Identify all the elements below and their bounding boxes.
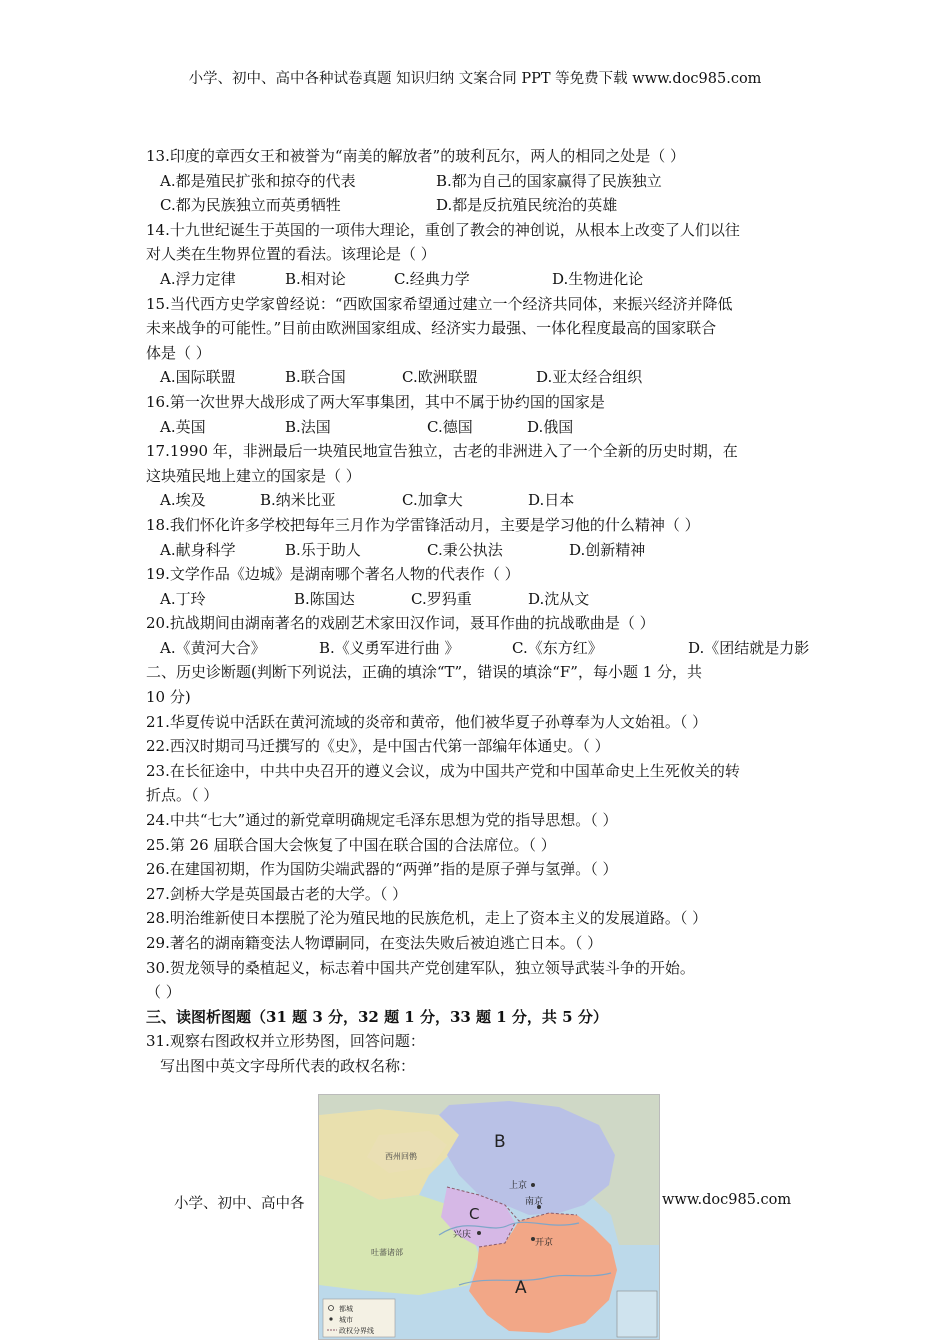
option-20d: D.《团结就是力影 xyxy=(688,638,810,657)
map-legend xyxy=(323,1299,395,1337)
section-2-title-line1: 二、历史诊断题(判断下列说法，正确的填涂“T”，错误的填涂“F”，每小题 1 分，共 xyxy=(146,663,703,682)
page-header: 小学、初中、高中各种试卷真题 知识归纳 文案合同 PPT 等免费下载 www.doc985.com xyxy=(188,71,762,87)
option-19a: A.丁玲 xyxy=(160,589,206,608)
city-dot-shangjing xyxy=(531,1183,535,1187)
map-region-xizhou: 西州回鹘 xyxy=(385,1152,417,1161)
map-city-shangjing: 上京 xyxy=(509,1181,528,1191)
legend-city: 城市 xyxy=(339,1316,353,1324)
question-17-options xyxy=(146,488,808,513)
question-24: 24.中共“七大”通过的新党章明确规定毛泽东思想为党的指导思想。（ ） xyxy=(146,811,618,830)
question-13-options-row1 xyxy=(146,169,808,194)
question-19-stem: 19.文学作品《边城》是湖南哪个著名人物的代表作（ ） xyxy=(146,565,520,584)
question-27: 27.剑桥大学是英国最古老的大学。（ ） xyxy=(146,884,408,903)
question-13-options-row2 xyxy=(146,193,808,218)
question-30-line1: 30.贺龙领导的桑植起义，标志着中国共产党创建军队，独立领导武装斗争的开始。 xyxy=(146,958,695,977)
option-20a: A.《黄河大合》 xyxy=(160,638,266,657)
question-18-options xyxy=(146,538,808,563)
option-13d: D.都是反抗殖民统治的英雄 xyxy=(436,196,618,215)
option-17c: C.加拿大 xyxy=(402,491,463,510)
option-18b: B.乐于助人 xyxy=(285,540,361,559)
option-14a: A.浮力定律 xyxy=(160,269,236,288)
question-20-options xyxy=(146,636,808,661)
option-15a: A.国际联盟 xyxy=(160,368,236,387)
city-dot-xingqing xyxy=(477,1231,481,1235)
question-22: 22.西汉时期司马迁撰写的《史》，是中国古代第一部编年体通史。（ ） xyxy=(146,737,610,756)
option-13a: A.都是殖民扩张和掠夺的代表 xyxy=(160,171,356,190)
question-21: 21.华夏传说中活跃在黄河流域的炎帝和黄帝，他们被华夏子孙尊奉为人文始祖。（ ） xyxy=(146,712,708,731)
legend-capital: 都城 xyxy=(339,1305,353,1313)
footer-right-text: www.doc985.com xyxy=(662,1192,792,1208)
exam-content xyxy=(146,144,808,1079)
option-18c: C.秉公执法 xyxy=(427,540,503,559)
option-13c: C.都为民族独立而英勇牺牲 xyxy=(160,196,341,215)
question-28: 28.明治维新使日本摆脱了沦为殖民地的民族危机，走上了资本主义的发展道路。（ ） xyxy=(146,909,708,928)
option-16b: B.法国 xyxy=(285,417,331,436)
question-14-options xyxy=(146,267,808,292)
question-16-stem: 16.第一次世界大战形成了两大军事集团，其中不属于协约国的国家是 xyxy=(146,392,605,411)
question-15-options xyxy=(146,365,808,390)
option-19d: D.沈从文 xyxy=(528,589,590,608)
legend-city-icon xyxy=(329,1317,332,1320)
question-15-stem-line3: 体是（ ） xyxy=(146,343,211,362)
option-15c: C.欧洲联盟 xyxy=(402,368,478,387)
question-14-stem-line1: 14.十九世纪诞生于英国的一项伟大理论，重创了教会的神创说，从根本上改变了人们以往 xyxy=(146,220,740,239)
option-16d: D.俄国 xyxy=(527,417,574,436)
question-18-stem: 18.我们怀化许多学校把每年三月作为学雷锋活动月，主要是学习他的什么精神（ ） xyxy=(146,515,700,534)
question-15-stem-line1: 15.当代西方史学家曾经说：“西欧国家希望通过建立一个经济共同体，来振兴经济并降低 xyxy=(146,294,733,313)
map-label-b: B xyxy=(494,1132,506,1152)
question-29: 29.著名的湖南籍变法人物谭嗣同，在变法失败后被迫逃亡日本。（ ） xyxy=(146,934,603,952)
option-20b: B.《义勇军进行曲 》 xyxy=(319,638,460,657)
option-16a: A.英国 xyxy=(160,417,206,436)
option-17b: B.纳米比亚 xyxy=(260,491,336,510)
option-14b: B.相对论 xyxy=(285,269,346,288)
option-15b: B.联合国 xyxy=(285,368,346,387)
question-31-stem: 31.观察右图政权并立形势图，回答问题： xyxy=(146,1032,425,1051)
question-30-line2: （ ） xyxy=(146,983,181,1002)
option-19c: C.罗犸重 xyxy=(411,589,472,608)
question-31-sub: 写出图中英文字母所代表的政权名称： xyxy=(160,1056,416,1075)
map-label-c: C xyxy=(469,1205,480,1223)
legend-border: 政权分界线 xyxy=(339,1327,374,1335)
option-15d: D.亚太经合组织 xyxy=(536,368,643,387)
question-19-options xyxy=(146,587,808,612)
question-20-stem: 20.抗战期间由湖南著名的戏剧艺术家田汉作词，聂耳作曲的抗战歌曲是（ ） xyxy=(146,614,655,633)
question-26: 26.在建国初期，作为国防尖端武器的“两弹”指的是原子弹与氢弹。（ ） xyxy=(146,860,618,879)
map-label-a: A xyxy=(515,1278,527,1298)
question-25: 25.第 26 届联合国大会恢复了中国在联合国的合法席位。（ ） xyxy=(146,835,556,854)
map-region-tubo: 吐蕃诸部 xyxy=(371,1248,403,1257)
regime-map xyxy=(318,1094,660,1340)
option-16c: C.德国 xyxy=(427,417,473,436)
option-18d: D.创新精神 xyxy=(569,540,646,559)
question-14-stem-line2: 对人类在生物界位置的看法。该理论是（ ） xyxy=(146,245,436,264)
question-13-stem: 13.印度的章西女王和被誉为“南美的解放者”的玻利瓦尔，两人的相同之处是（ ） xyxy=(146,147,685,165)
option-19b: B.陈国达 xyxy=(294,589,355,608)
option-13b: B.都为自己的国家赢得了民族独立 xyxy=(436,171,662,190)
question-16-options xyxy=(146,415,808,440)
option-14c: C.经典力学 xyxy=(394,269,470,288)
option-17a: A.埃及 xyxy=(160,491,206,510)
map-city-bianjing: 开京 xyxy=(535,1238,554,1248)
question-17-stem-line2: 这块殖民地上建立的国家是（ ） xyxy=(146,466,361,485)
option-17d: D.日本 xyxy=(528,491,575,510)
question-15-stem-line2: 未来战争的可能性。”目前由欧洲国家组成、经济实力最强、一体化程度最高的国家联合 xyxy=(146,319,717,338)
section-3-title: 三、读图析图题（31 题 3 分，32 题 1 分，33 题 1 分，共 5 分） xyxy=(146,1007,608,1026)
map-city-xingqing: 兴庆 xyxy=(453,1230,472,1240)
question-23-line2: 折点。（ ） xyxy=(146,786,219,805)
option-18a: A.献身科学 xyxy=(160,540,236,559)
section-2-title-line2: 10 分) xyxy=(146,688,191,707)
question-23-line1: 23.在长征途中，中共中央召开的遵义会议，成为中国共产党和中国革命史上生死攸关的转 xyxy=(146,761,740,780)
option-20c: C.《东方红》 xyxy=(512,638,603,657)
option-14d: D.生物进化论 xyxy=(552,269,644,288)
map-city-nanjing: 南京 xyxy=(525,1197,544,1207)
question-17-stem-line1: 17.1990 年，非洲最后一块殖民地宣告独立，古老的非洲进入了一个全新的历史时期，在 xyxy=(146,442,738,461)
map-inset xyxy=(617,1291,657,1337)
footer-left-text: 小学、初中、高中各 xyxy=(174,1196,305,1212)
